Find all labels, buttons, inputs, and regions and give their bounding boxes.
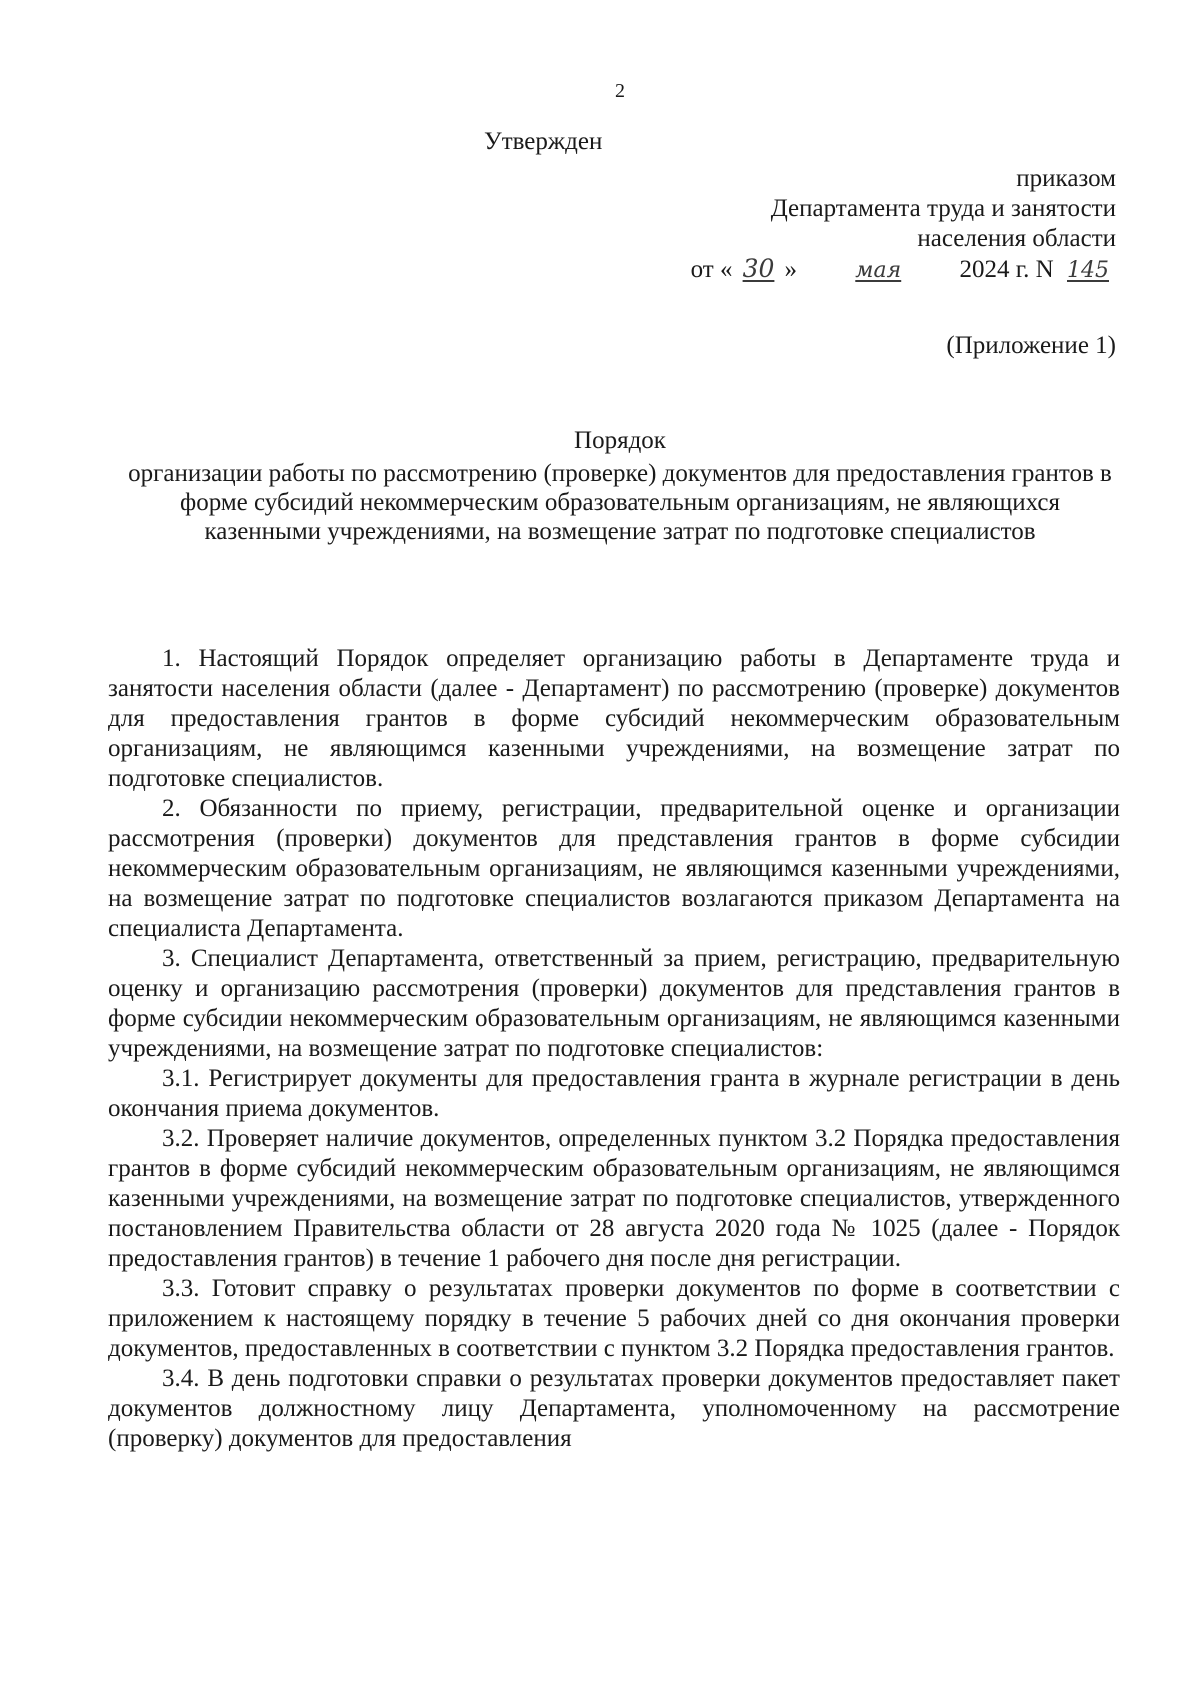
paragraph-3-1: 3.1. Регистрирует документы для предоставления гранта в журнале регистрации в день окончания приема документов. [108, 1065, 1120, 1122]
paragraph-3: 3. Специалист Департамента, ответственный за прием, регистрацию, предварительную оценку и организацию рассмотрения (проверки) документов для представления грантов в форме субсидии некоммерческим образовательным организациям, не являющимся казенными учреждениями, на возмещение затрат по подготовке специалистов: [108, 945, 1120, 1062]
paragraph-1: 1. Настоящий Порядок определяет организацию работы в Департаменте труда и занятости населения области (далее - Департамент) по рассмотрению (проверке) документов для предоставления грантов в форме субсидий некоммерческим образовательным организациям, не являющимся казенными учреждениями, на возмещение затрат по подготовке специалистов. [108, 645, 1120, 792]
paragraph-3-2: 3.2. Проверяет наличие документов, определенных пунктом 3.2 Порядка предоставления грантов в форме субсидий некоммерческим образовательным организациям, не являющимся казенными учреждениями, на возмещение затрат по подготовке специалистов, утвержденного постановлением Правительства области от 28 августа 2020 года № 1025 (далее - Порядок предоставления грантов) в течение 1 рабочего дня после дня регистрации. [108, 1125, 1120, 1272]
page-number: 2 [615, 80, 625, 102]
approved-label: Утвержден [484, 128, 603, 155]
handwritten-day: 30 [742, 254, 775, 283]
title-subtitle: организации работы по рассмотрению (проверке) документов для предоставления грантов в форме субсидий некоммерческим образовательным организациям, не являющихся казенными учреждениями, на возмещение затрат по подготовке специалистов [128, 460, 1112, 545]
approval-date-line [691, 254, 1116, 286]
appendix-label: (Приложение 1) [946, 332, 1116, 359]
date-year: 2024 г. N [953, 256, 1060, 283]
date-mid: » [784, 256, 797, 283]
document-title [120, 426, 1120, 546]
handwritten-month: мая [855, 258, 902, 283]
approval-block [691, 164, 1116, 286]
paragraph-3-4: 3.4. В день подготовки справки о результатах проверки документов предоставляет пакет документов должностному лицу Департамента, уполномоченному на рассмотрение (проверку) документов для предоставления [108, 1365, 1120, 1452]
handwritten-order-number: 145 [1067, 258, 1109, 283]
paragraph-3-3: 3.3. Готовит справку о результатах проверки документов по форме в соответствии с приложением к настоящему порядку в течение 5 рабочих дней со дня окончания проверки документов, предоставленных в соответствии с пунктом 3.2 Порядка предоставления грантов. [108, 1275, 1120, 1362]
date-prefix: от « [690, 256, 733, 283]
approval-line-1: приказом [1016, 165, 1116, 192]
document-body [108, 644, 1120, 1454]
approval-line-3: населения области [917, 225, 1116, 252]
approval-line-2: Департамента труда и занятости [770, 195, 1116, 222]
title-main: Порядок [574, 427, 666, 454]
paragraph-2: 2. Обязанности по приему, регистрации, предварительной оценке и организации рассмотрения (проверки) документов для представления грантов в форме субсидии некоммерческим образовательным организациям, не являющимся казенными учреждениями, на возмещение затрат по подготовке специалистов возлагаются приказом Департамента на специалиста Департамента. [108, 795, 1120, 942]
